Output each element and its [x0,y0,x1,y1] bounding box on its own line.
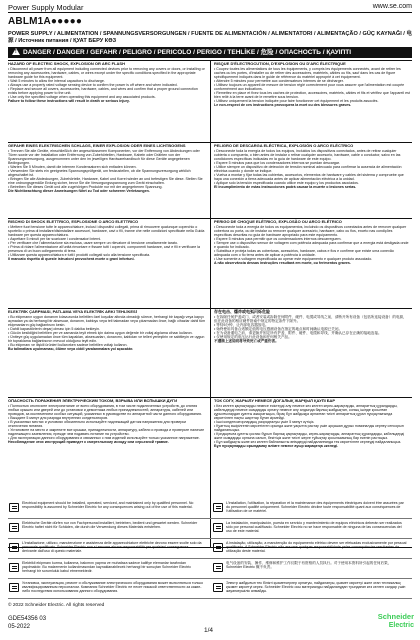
section-item: • Prima di ridare l'alimentazione all'unità rimontare e fissare tutti i coperchi, componenti hardware, cavi e fili e verificare la presenza di un buon collegamento di terra. [8,245,206,253]
section-item: • Bu ekipmanın uygun donanım kılavuzunda belirtilen özel koşullar altında olmadığı sürece, herhangi bir kapağı veya kapıyı açmadan ya da herhangi bir aksesuar, donanım, kabloyu veya teli takmadan veya çıkarmadan önce, bağlı cihazlar dahil tüm ekipmanların güç bağlantısını kesin. [8,315,206,327]
warning-triangle-icon [12,48,20,55]
section-footer: Несоблюдение этих инструкций приведет к смертельному исходу или серьезной травме. [8,439,169,444]
section-item: • Бұл жабдықты және кез келген байланысты өнімдерді пайдаланғанда тек көрсетілген кернеуді пайдаланыңыз. [214,440,410,444]
section-heading: PELIGRO DE DESCARGA ELÉCTRICA, EXPLOSIÓN O ARCO ELÉCTRICO [214,143,354,148]
section-item: • В указанных местах и условиях обязательно используйте надлежащий датчик напряжения для проверки отключения питания. [8,420,206,428]
section-item: • Кез келген қақпақтарды немесе есіктерді алу немесе кез келген керек-жарақтарды, аппараттық құралдарды, кабельдерді немесе сымдарды орнату немесе алу алдында барлық жабдықтан, соның ішінде қосылған құрылғылардан қуатты ажыратыңыз, бірақ бұл жабдыққа арналған тиісті аппараттық құрал нұсқаулығында көрсетілген нақты шарттар бұған кірмейді. [214,404,410,420]
notice-row [8,580,412,599]
section-item: • 在拆除任何护盖或门、或者安装或拆除任何附件、硬件、电缆或导线之前，请断开所有设备（包括所连接设备）的电源，但在此设备的相应硬件指南中规定的特定条件下除外。 [214,315,410,323]
section-item: • Sempre use o dispositivo sensor de voltagem com potência adequada para confirmar que a energia está desligada onde e quando for indicado. [214,241,410,249]
section-item: • Desconecte toda a energia de todos os equipamentos, incluindo os dispositivos conectados antes de remover qualquer cobertura ou porta, ou de instalar ou remover qualquer acessório, hardware, cabo ou fios, exceto nas condições específicas descritas no guia de hardware apropriado para este equipamento. [214,225,410,237]
section-footer: Failure to follow these instructions will result in death or serious injury. [8,98,130,103]
section-item: • Warten Sie 5 Minuten, damit die internen Kondensatoren sich entladen können. [8,165,206,169]
logo-line1: Schneider [377,612,414,621]
section-item: • Attendre 5 minutes pour permettre aux condensateurs internes de se décharger. [214,79,410,83]
section-item: • Dahili kapasitörlerin deşarj olması için 5 dakika bekleyin. [8,327,206,331]
notice-text: A instalação, utilização, a manutenção do equipamento elétrico devem ser efetuadas exclusivamente por pessoal qualificado. A Schneider Electric não assume qualquer responsabilidade pelas consequências resultantes da utilização deste material. [226,541,407,554]
model-number: ABLM1A●●●●● [8,16,83,27]
section-heading: PERIGO DE CHOQUE ELÉTRICO, EXPLOSÃO OU ARCO ELÉTRICO [214,219,342,224]
notice-text: Elektrische Geräte dürfen nur von Fachpersonal installiert, betrieben, bedient und gewartet werden. Schneider Electric haftet nicht für Schäden, die durch die Verwendung dieses Materials entstehen. [22,521,198,530]
section-item: • Для эксплуатации данного оборудования и связанных с ним изделий используйте только указанное напряжение. [8,436,206,440]
document-icon [9,563,19,572]
danger-text: DANGER / DANGER / GEFAHR / PELIGRO / PERICOLO / PERIGO / TEHLİKE / 危险 / ОПАСНОСТЬ / ҚАУІПТІ [23,49,352,56]
section-item: • Üniteye güç uygulamadan önce tüm kapakları, aksesuarları, donanımı, kabloları ve telleri yerleştirin ve sabitleyin ve uygun bir topraklama bağlantısının mevcut olduğunu teyit edin. [8,335,206,343]
section-item: • 始终使用具备合适额定值的电压感测设备在指定的地点和时间确认电源已关闭。 [214,327,410,331]
section-heading: HAZARD OF ELECTRIC SHOCK, EXPLOSION OR ARC FLASH [8,61,125,66]
website-link[interactable]: www.se.com [372,3,412,10]
section-item: • Desconecte toda la energía de todos los equipos, incluidos los dispositivos conectados, antes de retirar cualquier cubierta o compuerta, o bien antes de instalar o retirar cualquier accesorio, hardware, cable o conductor, salvo en las condiciones específicas indicadas en la guía de hardware de este equipo. [214,149,410,161]
section-de [8,143,208,218]
section-item: • Mettere fuori tensione tutte le apparecchiature, inclusi i dispositivi collegati, prima di rimuovere qualunque coperchio o sportello o prima di installare/disinstallare accessori, hardware, cavi o fili, tranne che nelle condizioni specificate nella Guida hardware per questa apparecchiatura. [8,225,206,237]
notice-text: Электр жабдығын тек білікті қызметкерлер орнатуы, пайдалануы, қызмет көрсетуі және оған техникалық қызмет көрсетуі керек. Schneider Electric осы материалды пайдаланудан туындаған кез келген салдар үшін жауапкершілік алмайды. [226,581,406,594]
section-item: • Always use a properly rated voltage sensing device to confirm the power is off where and when indicated. [8,83,206,87]
notice-text: L'installation, l'utilisation, la réparation et la maintenance des équipements électriques doivent être assurées par du personnel qualifié uniquement. Schneider Electric décline toute responsabilité quant aux conséquences de l'utilisation de ce matériel. [226,501,404,514]
section-item: • Aspettare 5 minuti per far scaricare i condensatori interni. [8,237,206,241]
section-footer: El incumplimiento de estas instrucciones podrá causar la muerte o lesiones serias. [214,184,357,189]
section-item: • 在为设备通电之前，请更换并固定所有护盖、附件、硬件、电缆和导线，并确认已存在正确的接地连接。 [214,331,410,335]
section-item: • Per verificare che l'alimentazione sia esclusa, usare sempre un rilevatore di tensione ornaltamente tarato. [8,241,206,245]
notice-row [8,560,412,579]
section-item: • Wait 5 minutes to allow the internal capacitors to discharge. [8,79,206,83]
section-heading: GEFAHR EINES ELEKTRISCHEN SCHLAGS, EINER EXPLOSION ODER EINES LICHTBOGENS [8,143,186,148]
section-item: • Coupez toutes les alimentations de tous les équipements, y compris les équipements connectés, avant de retirer les caches ou les portes, d'installer ou de retirer des accessoires, matériels, câbles ou fils, sauf dans les cas de figure spécifiquement indiqués dans le guide de référence du matériel approprié à cet équipement. [214,67,410,79]
section-item: • Gücün kesildiğini belirtilen yer ve zamanda teyit etmek için daima uygun değerde bir voltaj algılama cihazı kullanın. [8,331,206,335]
document-id [8,616,46,631]
document-icon [213,503,223,512]
section-item: • Disconnect all power from all equipment including connected devices prior to removing any covers or doors, or installing or removing any accessories, hardware, cables, or wires except under the specific conditions specified in the appropriate hardware guide for this equipment. [8,67,206,79]
section-zh [212,309,412,397]
section-item: • 等待5分钟，让内部电容器放电。 [214,323,410,327]
danger-banner [8,47,412,58]
section-heading: ТОК СОҒУ, ЖАРЫЛУ НЕМЕСЕ ДОҒАЛЫҚ ЖАРҚЫЛ ҚАУПІ БАР [214,398,336,403]
notice-row [8,500,412,519]
section-it [8,219,208,308]
section-footer: Il mancato rispetto di queste istruzioni provocherà morte o gravi infortuni. [8,256,135,261]
section-item: • Ішкі конденсаторлардың разрядталуы үшін 5 минут күтіңіз. [214,420,410,424]
notice-text: L'installazione, utilizzo, manutenzione e assistenza delle apparecchiature elettriche devono essere svolte solo da personale qualificato. Schneider Electric non si assume alcuna responsabilità per qualsiasi conseguenza derivante dall'uso di questo materiale. [22,541,202,554]
section-footer: Die Nichtbeachtung dieser Anweisungen führt zu Tod oder schweren Verletzungen. [8,189,150,194]
section-item: • Полностью отключите электропитание от всего оборудования, в том числе подключенных устройств, до снятия любых крышек или дверей или до установки и демонтажа любых принадлежностей, аппаратуры, кабелей или проводов, за исключением особых ситуаций, указанных в руководстве по аппаратной части данного оборудования. [8,404,206,416]
section-item: • Bringen Sie alle Abdeckungen, Zubehörteile, Hardware, Kabel und Korrei wieder an und befestigen Sie diese. Stellen Sie eine ordnungsgemäße Erdung sicher, bevor Sie die Versorgungsspannung zum Gerät einschalten. [8,177,206,185]
document-icon [9,523,19,532]
notice-row [8,540,412,559]
section-item: • Espere 5 minutos para que los condensadores internos se puedan descargar. [214,161,410,165]
document-icon [213,523,223,532]
section-item: • Aplique solo la tensión especificada cuando utilice este equipo y los productos asociados. [214,181,410,185]
section-item: • Қуаттың өшірілгенін көрсетілген орында және уақытта растау үшін әрқашан дұрыс номиналды кернеу сенсорын пайдаланыңыз. [214,424,410,432]
section-heading: 存在电击、爆炸或电弧闪烁危险 [214,309,270,314]
document-icon [213,543,223,552]
notice-text: Установка, эксплуатация, ремонт и обслуживание электрического оборудования может выполняться только квалифицированным персоналом. Компания Schneider Electric не несет никакой ответственности за какие-либо последствия использования данного оборудования. [22,581,203,594]
section-item: • Utilizzare questa apparecchiatura e tutti i prodotti collegati solo alla tensione specificata. [8,253,206,257]
section-item: • Bu ekipmanı ve ilişkili ürünleri kullanırken sadece belirtilen voltajı kullanın. [8,343,206,347]
section-item: • Betreiben Sie dieses Gerät und alle zugehörigen Produkte nur mit der angegebenen Spannung. [8,185,206,189]
section-item: • Espere 5 minutos para permitir que os condensadores internos descarreguem. [214,237,410,241]
section-item: • Use only the specified voltage when operating this equipment and any associated products. [8,95,206,99]
product-label: POWER SUPPLY / ALIMENTATION / SPANNUNGSVERSORGUNGEN / FUENTE DE ALIMENTACIÓN / ALIMENTATORI / ALIMENTAÇÃO / GÜÇ KAYNAĞI / 电源 / Источник питания / ҚУАТ БЕРУ КӨЗ [8,31,413,45]
section-pt [212,219,412,308]
section-item: • Установите на место и закрепите все крышки, принадлежности, аппаратуру, кабели и провода и проверьте наличие надлежащего заземления, прежде чем подавать питание на устройство. [8,428,206,436]
safety-grid [8,60,412,449]
document-icon [9,583,19,592]
copyright: © 2022 Schneider Electric. All rights reserved [8,603,105,608]
section-item: • Substitua e proteja todas as coberturas, acessórios, hardware, cabos e fios e confirme que existe uma conexão adequada com o fio terra antes de aplicar a potência à unidade. [214,249,410,257]
section-footer: 不遵循上述说明将导致死亡或严重伤害。 [214,338,279,343]
column-divider [210,61,211,548]
page-number: 1/4 [204,627,214,634]
section-item: • Replace and secure all covers, accessories, hardware, cables, and wires and confirm that a proper ground connection exists before applying power to the unit. [8,87,206,95]
notice-text: Electrical equipment should be installed, operated, serviced, and maintained only by qualified personnel. No responsibility is assumed by Schneider Electric for any consequences arising out of the use of this material. [22,501,194,510]
notice-text: Elektrikli ekipmanı kurma, kullanma, bakımını yapma ve muhafaza sadece kalifiye elemanlar tarafından yapılmalıdır. Bu malzemenin kullanılmasından kaynaklanabilecek herhangi bir sonuçtan Schneider Electric herhangi bir sorumluluk kabul etmemektedir. [22,561,191,574]
section-item: • Выждите 5 минут для разряда внутренних конденсаторов. [8,416,206,420]
section-fr [212,61,412,142]
section-item: • 仅使用规定的电压运行此设备和任何相关产品。 [214,335,410,339]
section-item: • Utilisez toujours un appareil de mesure de tension réglé correctement pour vous assurer que l'alimentation est coupée conformément aux indications. [214,83,410,91]
doc-date: 05-2022 [8,623,31,630]
doc-title: Power Supply Modular [8,3,84,12]
section-footer: Bu talimatlara uyulmaması, ölüme veya ciddi yaralanmalara yol açacaktır. [8,346,134,351]
document-icon [213,583,223,592]
section-es [212,143,412,218]
section-heading: RISCHIO DI SHOCK ELETTRICO, ESPLOSIONE O ARCO ELETTRICO [8,219,139,224]
section-footer: Бұл нұсқауларды орындамау өлімге немесе ауыр жарақатқа әкеледі. [214,444,339,449]
section-footer: Le non-respect de ces instructions provoquera la mort ou des blessures graves. [214,102,352,107]
doc-number: GDE54356 03 [8,616,47,622]
document-icon [213,563,223,572]
notice-text: 电气设备的安装、操作、维修和维护工作仅限于有资格的人员执行。对于使用本资料所引起的任何后果，Schneider Electric 概不负责。 [226,561,392,570]
section-item: • Use somente a voltagem especificada ao operar este equipamento e qualquer produto associado. [214,257,410,261]
page-header [8,3,412,13]
schneider-logo [356,611,414,633]
section-heading: RISQUE D'ÉLECTROCUTION, D'EXPLOSION OU D'ARC ÉLECTRIQUE [214,61,346,66]
logo-line2: Electric [388,622,414,629]
notice-row [8,520,412,539]
section-item: • Utilisez uniquement la tension indiquée pour faire fonctionner cet équipement et les produits associés. [214,99,410,103]
section-item: • Verwenden Sie stets ein geeignetes Spannungsprüfgerät, um festzustellen, ob die Spannungsversorgung wirklich abgeschaltet ist. [8,169,206,177]
section-heading: ELEKTRİK ÇARPMASI, PATLAMA VEYA ELEKTRİK ARKI TEHLİKESİ [8,309,137,314]
section-footer: A não observância dessas instruções resultará em morte, ou ferimentos graves. [214,260,351,265]
document-icon [9,503,19,512]
section-item: • Vuelva a montar y fijar todas las cubiertas, accesorios, elementos de hardware y cables del sistema y compruebe que haya una conexión a tierra adecuada antes de aplicar alimentación eléctrica a la unidad. [214,173,410,181]
section-item: • Қондырғыға қуатты қоспас бұрын барлық қақпақтарды, керек-жарақтарды, аппараттық құралдарды, кабельдерді және сымдарды орнына салып, бекітіңіз және тиісті жерге тұйықтау қосылымының бар екенін растаңыз. [214,432,410,440]
section-heading: ОПАСНОСТЬ ПОРАЖЕНИЯ ЭЛЕКТРИЧЕСКИМ ТОКОМ, ВЗРЫВА ИЛИ ВСПЫШКИ ДУГИ [8,398,178,403]
document-icon [9,543,19,552]
section-tr [8,309,208,397]
notice-text: La instalación, manipulación, puesta en servicio y mantenimiento de equipos eléctricos deberán ser realizados sólo por personal cualificado. Schneider Electric no se hace responsable de ninguna de las consecuencias del uso de este material. [226,521,402,534]
section-item: • Remettez en place et fixez tous les caches de protection, accessoires, matériels, câbles et fils et vérifiez que l'appareil est bien relié à la terre avant de le remettre sous tension. [214,91,410,99]
section-item: • Utilice siempre un dispositivo de detección de tensión nominal adecuado para confirmar la ausencia de alimentación eléctrica cuando y donde se indique. [214,165,410,173]
section-item: • Trennen Sie alle Geräte, einschließlich der angeschlossenen Komponenten, vor der Entfernung von Abdeckungen oder Türen sowie vor der Installation oder Entfernung von Zubehörteilen, Hardware, Kabeln oder Drähten von der Spannungsversorgung, ausgenommen unter den im jeweiligen Hardwarehandbuch für diese Geräte angegebenen Bedingungen. [8,149,206,165]
section-en [8,61,208,142]
